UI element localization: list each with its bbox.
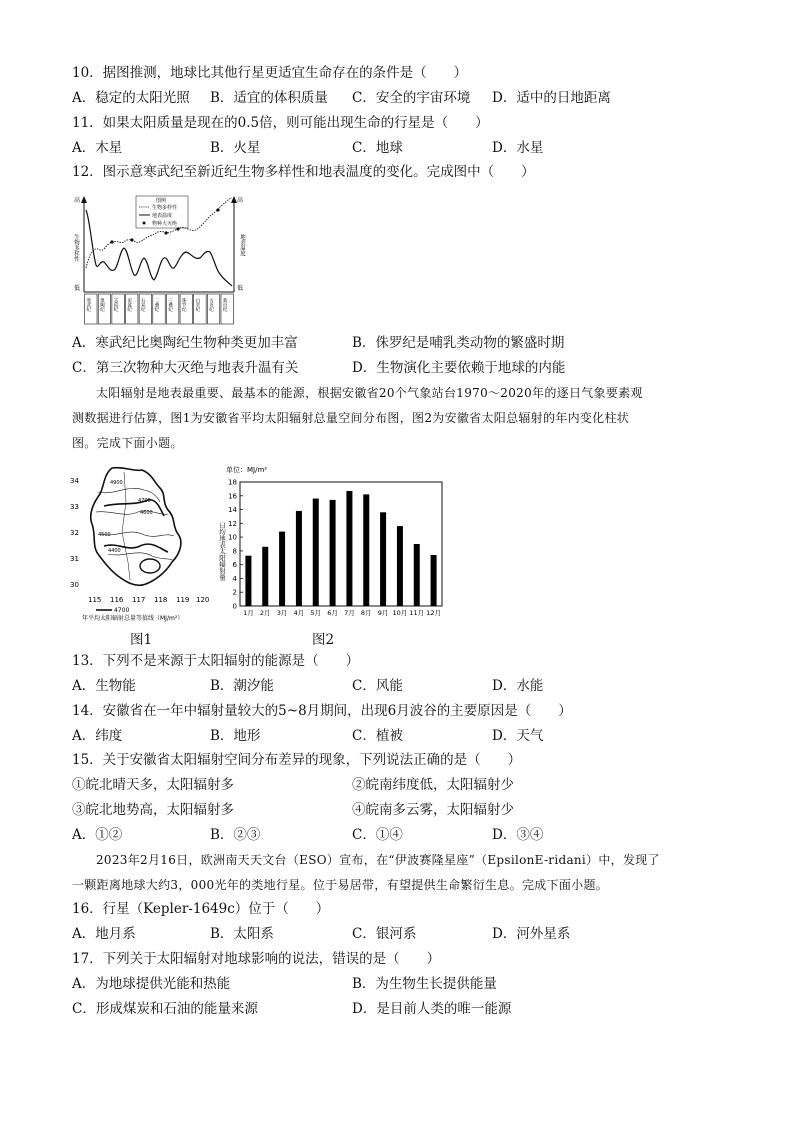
y-tick-label: 8 <box>232 547 237 556</box>
y-tick-label: 12 <box>228 519 237 528</box>
q13-option-a: A．生物能 <box>72 678 136 694</box>
svg-text:4900: 4900 <box>110 480 123 486</box>
bar-2月 <box>262 547 268 606</box>
y-tick-label: 18 <box>228 478 237 487</box>
svg-text:4600: 4600 <box>140 510 153 516</box>
lat-31: 31 <box>70 555 79 563</box>
bar-7月 <box>346 491 352 606</box>
q14-stem: 14．安徽省在一年中辐射量较大的5~8月期间，出现6月波谷的主要原因是（ ） <box>72 703 572 719</box>
chart-y-axis-label: 日均地表太阳辐射量 <box>218 522 226 581</box>
figure-2-caption: 图2 <box>312 632 335 648</box>
q13-option-c: C．风能 <box>352 678 403 694</box>
q15-stem: 15．关于安徽省太阳辐射空间分布差异的现象，下列说法正确的是（ ） <box>72 752 522 768</box>
legend-title: 图例 <box>156 198 167 204</box>
y-axis-ticks <box>228 479 243 611</box>
q10-option-d: D．适中的日地距离 <box>492 90 611 106</box>
map-legend-label: 年平均太阳辐射总量等值线（MJ/m²） <box>82 615 184 622</box>
bar-1月 <box>245 556 251 606</box>
q11-option-c: C．地球 <box>352 140 403 156</box>
legend-temperature: 地表温度 <box>152 213 173 219</box>
left-axis-low: 低 <box>74 285 81 292</box>
q10-stem: 10．据图推测，地球比其他行星更适宜生命存在的条件是（ ） <box>72 65 468 81</box>
passage1-line2: 测数据进行估算，图1为安徽省平均太阳辐射总量空间分布图，图2为安徽省太阳总辐射的年内变化柱状 <box>72 411 630 425</box>
x-tick-label: 11月 <box>409 609 425 617</box>
q17-option-a: A．为地球提供光能和热能 <box>72 976 231 992</box>
x-tick-label: 12月 <box>426 609 441 617</box>
period-label: 石炭纪 <box>140 298 146 312</box>
q15-option-d: D．③④ <box>492 827 544 843</box>
q11-option-d: D．水星 <box>492 140 544 156</box>
y-tick-label: 16 <box>228 492 237 501</box>
x-tick-label: 4月 <box>293 609 305 617</box>
lat-30: 30 <box>70 581 79 589</box>
q14-option-a: A．纬度 <box>72 728 123 744</box>
period-label: 新近纪 <box>222 298 228 312</box>
anhui-radiation-map <box>68 462 218 622</box>
bar-11月 <box>414 544 420 606</box>
lon-115: 115 <box>88 596 102 604</box>
lon-120: 120 <box>196 596 210 604</box>
legend-diversity: 生物多样性 <box>152 205 178 211</box>
q11-option-a: A．木星 <box>72 140 123 156</box>
q12-stem: 12．图示意寒武纪至新近纪生物多样性和地表温度的变化。完成图中（ ） <box>72 164 535 180</box>
q14-option-c: C．植被 <box>352 728 403 744</box>
q15-statement-4: ④皖南多云雾，太阳辐射少 <box>352 802 514 818</box>
q17-option-d: D．是目前人类的唯一能源 <box>352 1001 512 1017</box>
q12-option-c: C．第三次物种大灭绝与地表升温有关 <box>72 360 299 376</box>
monthly-radiation-chart <box>212 462 448 624</box>
y-tick-label: 4 <box>232 574 237 583</box>
y-tick-label: 0 <box>232 602 237 611</box>
period-label: 古近纪 <box>208 298 214 312</box>
q11-stem: 11．如果太阳质量是现在的0.5倍，则可能出现生命的行星是（ ） <box>72 115 489 131</box>
lat-34: 34 <box>70 477 79 485</box>
y-tick-label: 6 <box>232 561 237 570</box>
lat-33: 33 <box>70 503 79 511</box>
q16-option-c: C．银河系 <box>352 926 417 942</box>
period-label: 奥陶纪 <box>99 298 105 312</box>
bar-3月 <box>279 532 285 606</box>
left-axis-high: 高 <box>74 197 81 204</box>
svg-text:4400: 4400 <box>108 548 121 554</box>
bar-9月 <box>380 512 386 606</box>
q14-option-d: D．天气 <box>492 728 544 744</box>
x-tick-label: 1月 <box>243 609 254 617</box>
bar-5月 <box>313 499 319 606</box>
q16-option-a: A．地月系 <box>72 926 136 942</box>
q10-option-b: B．适宜的体积质量 <box>210 90 328 106</box>
x-tick-label: 6月 <box>327 609 338 617</box>
q14-option-b: B．地形 <box>210 728 261 744</box>
q13-stem: 13．下列不是来源于太阳辐射的能源是（ ） <box>72 653 360 669</box>
bar-4月 <box>296 511 302 606</box>
period-axis <box>85 294 234 324</box>
q17-option-c: C．形成煤炭和石油的能量来源 <box>72 1001 258 1017</box>
q15-option-b: B．②③ <box>210 827 261 843</box>
q13-option-d: D．水能 <box>492 678 544 694</box>
x-tick-label: 10月 <box>392 609 408 617</box>
lon-118: 118 <box>154 596 168 604</box>
right-axis-label: 地表温度 <box>239 234 245 256</box>
x-tick-label: 3月 <box>276 609 288 617</box>
right-axis-high: 高 <box>237 197 244 204</box>
q10-option-a: A．稳定的太阳光照 <box>72 90 190 106</box>
x-tick-label: 2月 <box>259 609 271 617</box>
lon-119: 119 <box>176 596 190 604</box>
q16-option-d: D．河外星系 <box>492 926 571 942</box>
q12-option-a: A．寒武纪比奥陶纪生物种类更加丰富 <box>72 335 298 351</box>
q15-option-c: C．①④ <box>352 827 403 843</box>
q11-option-b: B．火星 <box>210 140 261 156</box>
map-legend-value: 4700 <box>114 607 130 614</box>
y-tick-label: 2 <box>232 588 237 597</box>
bar-8月 <box>363 494 369 606</box>
q12-option-b: B．侏罗纪是哺乳类动物的繁盛时期 <box>352 335 565 351</box>
x-tick-label: 7月 <box>344 609 355 617</box>
y-tick-label: 14 <box>228 506 237 515</box>
q13-option-b: B．潮汐能 <box>210 678 274 694</box>
passage1-line1: 太阳辐射是地表最重要、最基本的能源，根据安徽省20个气象站台1970～2020年的逐日气象要素观 <box>96 386 643 400</box>
y-tick-label: 10 <box>228 533 237 542</box>
q17-option-b: B．为生物生长提供能量 <box>352 976 497 992</box>
svg-text:4700: 4700 <box>138 498 151 504</box>
q15-option-a: A．①② <box>72 827 123 843</box>
q10-option-c: C．安全的宇宙环境 <box>352 90 471 106</box>
q15-statement-2: ②皖南纬度低，太阳辐射少 <box>352 777 514 793</box>
q15-statement-1: ①皖北晴天多，太阳辐射多 <box>72 777 234 793</box>
period-label: 侏罗纪 <box>181 298 187 312</box>
period-label: 白垩纪 <box>194 298 200 312</box>
period-label: 泥盆纪 <box>126 298 132 312</box>
q15-statement-3: ③皖北地势高，太阳辐射多 <box>72 802 234 818</box>
bar-6月 <box>330 500 336 606</box>
q16-stem: 16．行星（Kepler-1649c）位于（ ） <box>72 901 330 917</box>
q16-option-b: B．太阳系 <box>210 926 274 942</box>
x-tick-label: 9月 <box>377 609 389 617</box>
chart-unit-label: 单位：MJ/m² <box>226 466 268 474</box>
x-tick-label: 8月 <box>360 609 372 617</box>
legend-extinction: 物种大灭绝 <box>152 221 178 227</box>
period-label: 志留纪 <box>113 298 119 312</box>
lon-116: 116 <box>110 596 124 604</box>
lat-32: 32 <box>70 529 79 537</box>
svg-text:4500: 4500 <box>98 532 111 538</box>
lon-117: 117 <box>132 596 146 604</box>
passage2-line2: 一颗距离地球大约3，000光年的类地行星。位于易居带，有望提供生命繁衍生息。完成下面小题。 <box>72 878 609 892</box>
evolution-chart <box>70 190 248 330</box>
passage1-line3: 图。完成下面小题。 <box>72 436 183 450</box>
bar-12月 <box>431 555 437 606</box>
figure-1-caption: 图1 <box>130 632 153 648</box>
x-tick-label: 5月 <box>310 609 322 617</box>
q17-stem: 17．下列关于太阳辐射对地球影响的说法，错误的是（ ） <box>72 951 441 967</box>
left-axis-label: 生物多样性 <box>73 234 79 262</box>
passage2-line1: 2023年2月16日，欧洲南天天文台（ESO）宣布，在“伊波赛隆星座”（EpsilonE-ridani）中，发现了 <box>96 853 660 867</box>
period-label: 三叠纪 <box>167 298 173 312</box>
x-axis-labels <box>243 609 441 617</box>
period-label: 二叠纪 <box>154 298 159 312</box>
bar-10月 <box>397 526 403 606</box>
q12-option-d: D．生物演化主要依赖于地球的内能 <box>352 360 566 376</box>
period-label: 寒武纪 <box>85 298 91 312</box>
bar-series <box>245 491 436 606</box>
right-axis-low: 低 <box>237 285 244 292</box>
